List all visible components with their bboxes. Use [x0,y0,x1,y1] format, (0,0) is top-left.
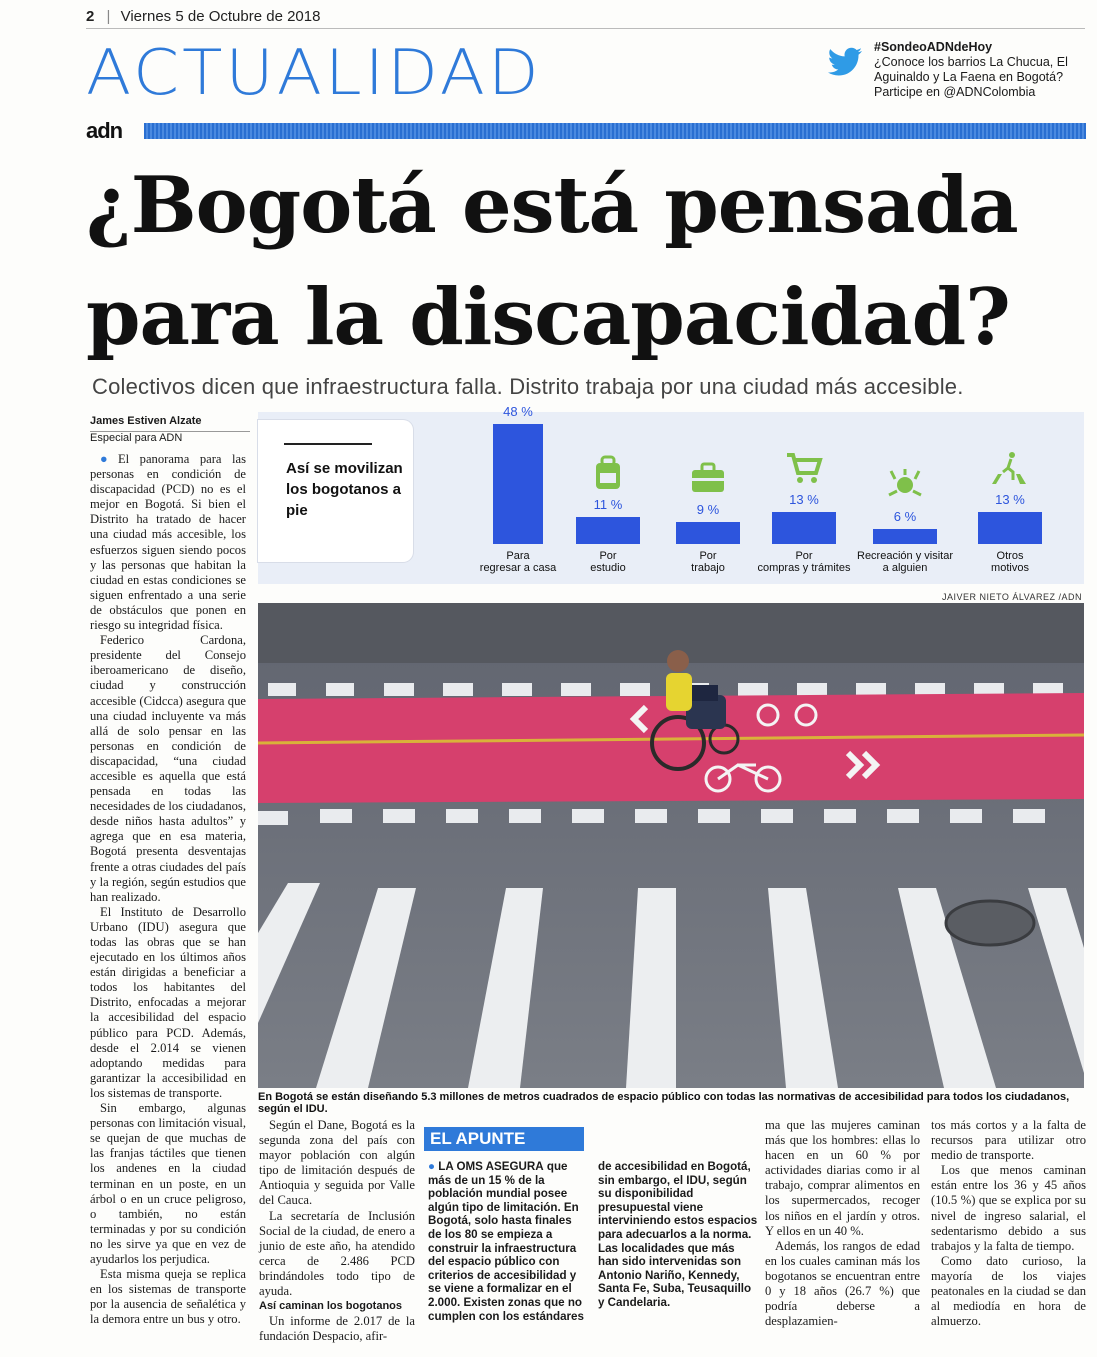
tweet-prompt [874,40,1089,100]
bar-value-label: 48 % [503,404,533,419]
page-number: 2 [86,8,95,25]
bar-category-label: Recreación y visitar a alguien [857,550,953,574]
bar-category-label: Otros motivos [991,550,1029,574]
paragraph: Según el Dane, Bogotá es la segunda zona del país con mayor población con algún tipo de limitación después de Antioquia y seguida por Valle del Cauca. [259,1118,415,1208]
infographic [258,404,1084,584]
paragraph: Los que menos caminan están entre los 36 y 45 años (10.5 %) que se explica por su nivel de ingreso salarial, el sedentarismo debido a sus trabajos y la falta de tiempo. [931,1163,1086,1253]
bar-category-label: Por trabajo [691,550,725,574]
crosswalk-icon [990,450,1030,486]
apunte-text: que más de un 15 % de la población mundial posee algún tipo de limitación. En Bogotá, solo hasta finales de los 80 se empieza a construir la infraestructura del espacio público con criterios de accesibilidad y se viene a formalizar en el 2.000. Existen zonas que no cumplen con los estándares [428,1160,584,1323]
photo-credit: JAIVER NIETO ÁLVAREZ /ADN [941,592,1082,602]
tweet-hashtag[interactable]: #SondeoADNdeHoy [874,40,993,54]
bar-3 [676,522,740,545]
bar-category-label: Por estudio [590,550,626,574]
bar-category-label: Por compras y trámites [757,550,851,574]
title-rule [284,443,372,445]
bar-value-label: 9 % [696,501,720,517]
bar-value-label: 6 % [893,509,917,524]
paragraph: El Instituto de Desarrollo Urbano (IDU) asegura que todas las obras que se han ejecutado en los últimos años están dirigidas a beneficiar a todos los habitantes del Distrito, enfocadas a mejorar la accesibilidad del espacio público para PCD. Además, desde el 2.014 se vienen adoptando medidas para garantizar la accesibilidad en los sistemas de transporte. [90,904,246,1100]
article-column-1 [90,452,246,1327]
apunte-column-1 [428,1160,584,1323]
paragraph: Federico Cardona, presidente del Consejo iberoamericano de diseño, ciudad y construcción accesible (Cidcca) asegura que una ciudad incluyente va más allá de solo pensar en las personas en condición de discapacidad, “una ciudad accesible es aquella que está pensada en todas las necesidades de los ciudadanos, desde niños hasta adultos” y agrega que en esa materia, Bogotá presenta desventajas frente a otras ciudades del país y la región, según estudios que han realizado. [90,633,246,904]
headline-line: para la discapacidad? [86,272,1010,363]
bar-1 [493,424,543,544]
header-separator: | [106,8,111,25]
issue-date: Viernes 5 de Octubre de 2018 [120,8,321,25]
party-icon [885,467,925,503]
el-apunte-box [424,1117,584,1151]
tweet-line: ¿Conoce los barrios La Chucua, El [874,55,1068,69]
adn-logo: adn [86,118,123,143]
paragraph: Como dato curioso, la mayoría de los viajes peatonales en la ciudad se dan al mediodía en hora de almuerzo. [931,1253,1086,1329]
bullet-icon: ● [100,452,115,466]
article-column-2 [259,1118,415,1344]
bar-6 [978,512,1042,545]
bar-value-label: 13 % [789,491,819,507]
backpack-icon [588,455,628,491]
cart-icon [784,450,824,486]
twitter-bird-icon [826,42,866,82]
author-role: Especial para ADN [90,432,183,444]
apunte-column-2: de accesibilidad en Bogotá, sin embargo, el IDU, según su disponibilidad presupuestal viene interviniendo estos espacios para adecuarlos a la norma. Las localidades que más han sido intervenidas son Antonio Nariño, Kennedy, Santa Fe, Suba, Teusaquillo y Candelaria. [598,1160,758,1309]
paragraph: ● El panorama para las personas en condición de discapacidad (PCD) no es el mejor en Bogotá. Si bien el Distrito ha tratado de hacer una ciudad más accesible, los esfuerzos siguen siendo pocos y las personas que habitan la ciudad en estas condiciones se siguen enfrentado a una serie de obstáculos que ponen en riesgo su integridad física. [90,452,246,633]
header-rule [86,28,1085,29]
author-name: James Estiven Alzate [90,415,202,427]
bullet-icon: ● [428,1160,439,1173]
bar-value-label: 11 % [593,496,623,512]
headline [86,150,1086,374]
photo-caption: En Bogotá se están diseñando 5.3 millones de metros cuadrados de espacio público con todas las normativas de accesibilidad para todos los ciudadanos, según el IDU. [258,1091,1070,1115]
paragraph: Además, los rangos de edad en los cuales caminan más los bogotanos se encuentran entre 0 y 18 años (26.7 %) que podría deberse a desplazamien- [765,1238,920,1329]
street-photo [258,603,1084,1088]
paragraph: ma que las mujeres caminan más que los hombres: ellas lo hacen en un 60 % por actividades diarias como ir al trabajo, comprar alimentos en los supermercados, recoger los niños en el jardín y otros. Y ellos en un 40 %. [765,1118,920,1238]
tweet-line: Participe en @ADNColombia [874,85,1036,99]
byline [90,415,250,445]
bar-4 [772,512,836,545]
paragraph: Sin embargo, algunas personas con limitación visual, se quejan de que muchas de las franjas táctiles que tienen los andenes en la ciudad terminan en un poste, en un árbol o en un cruce peligroso, o también, no están terminadas y por su condición no les sirve ya que en vez de ayudarlos los perjudica. [90,1101,246,1266]
apunte-lead: LA OMS ASEGURA [438,1160,544,1173]
tweet-line: Aguinaldo y La Faena en Bogotá? [874,70,1064,84]
brand-bar [86,118,1086,143]
section-title: ACTUALIDAD [86,35,542,110]
paragraph: La secretaría de Inclusión Social de la ciudad, de enero a junio de este año, ha atendido cerca de 2.486 PCD brindándoles todo tipo de ayuda. [259,1208,415,1299]
bar-2 [576,517,640,545]
article-column-5 [765,1118,920,1329]
photo-illustration [258,603,1084,1088]
el-apunte-header: EL APUNTE [424,1127,584,1151]
infographic-title: Así se movilizan los bogotanos a pie [286,460,403,519]
infographic-title-box [258,420,413,562]
headline-line: ¿Bogotá está pensada [86,160,1018,251]
subheading: Así caminan los bogotanos [259,1300,403,1313]
paragraph: tos más cortos y a la falta de recursos para utilizar otro medio de transporte. [931,1118,1086,1163]
bar-category-label: Para regresar a casa [479,550,557,574]
bar-5 [873,529,937,544]
paragraph: Un informe de 2.017 de la fundación Despacio, afir- [259,1314,415,1344]
bar-value-label: 13 % [995,491,1025,507]
paragraph: Esta misma queja se replica en los sistemas de transporte por la ausencia de señalética y la demora entre un bus y otro. [90,1267,246,1327]
page-header [86,8,320,25]
article-column-6 [931,1118,1086,1329]
briefcase-icon [688,460,728,496]
subheadline: Colectivos dicen que infraestructura falla. Distrito trabaja por una ciudad más accesible. [92,374,964,399]
brand-strip [144,123,1086,139]
